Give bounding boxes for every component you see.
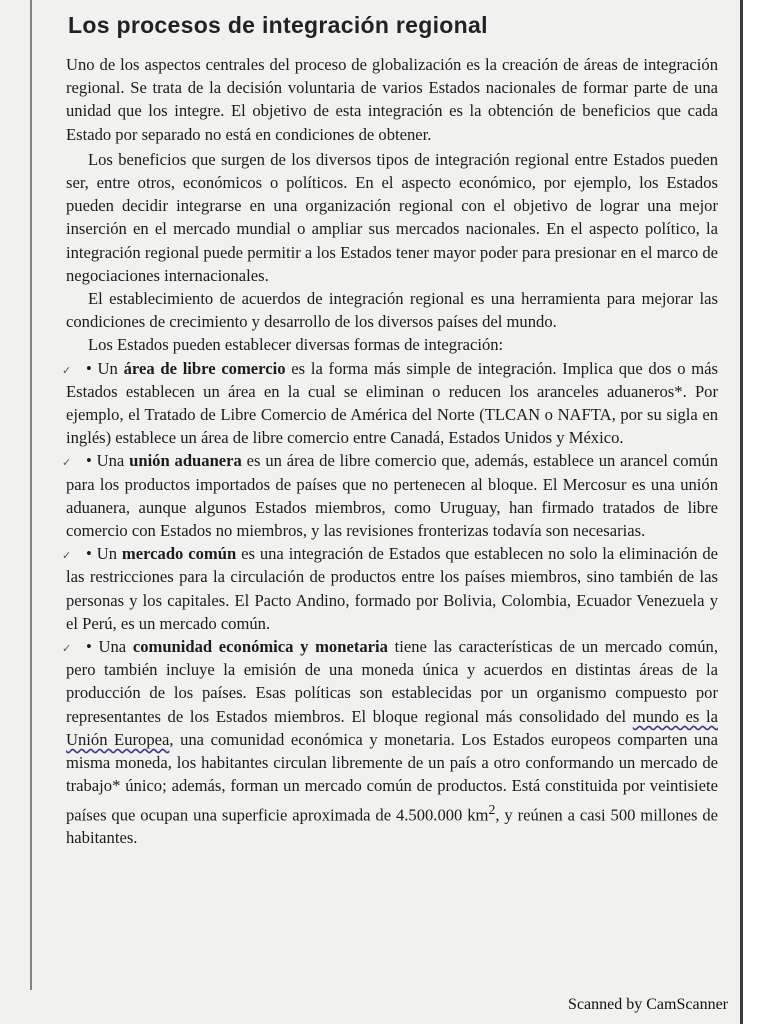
paragraph-benefits: Los beneficios que surgen de los diversos tipos de integración regional entre Estados pueden ser, entre otros, económicos o políticos. En el aspecto económico, por ejemplo, los Estados pueden decidir integrarse en una organización regional con el objetivo de lograr una mejor inserción en el mercado mundial o ampliar sus mercados nacionales. En el aspecto político, la integración regional puede permitir a los Estados tener mayor poder para presionar en el marco de negociaciones internacionales. — [66, 149, 718, 285]
page-title: Los procesos de integración regional — [68, 12, 488, 38]
pencil-check-icon: ✓ — [62, 642, 72, 656]
bullet-term: unión aduanera — [129, 451, 242, 471]
paragraph-forms-intro: Los Estados pueden establecer diversas formas de integración: — [88, 335, 504, 355]
bullet-marker: • Un — [86, 358, 118, 378]
bullet-marker: • Un — [86, 544, 117, 564]
bullet-term: comunidad económica y monetaria — [132, 637, 388, 657]
bullet-term: área de libre comercio — [123, 358, 286, 378]
bullet-free-trade-area — [62, 357, 718, 450]
page-edge-shadow — [30, 0, 32, 990]
bullet-marker: • Una — [86, 451, 125, 471]
bullet-customs-union — [62, 449, 718, 542]
bullet-economic-monetary-community — [62, 635, 718, 849]
handwritten-underline: mundo es la Unión Europea — [66, 706, 718, 749]
bullet-text-continued: , una comunidad económica y monetaria. Los Estados europeos comparten una misma moneda, los habitantes circulan libremente de un país a otro conformando un mercado de trabajo* único; además, forman un mercado común de productos. Está constituida por veintisiete países que ocupan una superficie aproximada de 4.500.000 km — [66, 729, 718, 825]
superscript: 2 — [488, 801, 496, 817]
page-content — [62, 12, 719, 849]
bullet-text: es la forma más simple de integración. Implica que dos o más Estados establecen un área en la cual se eliminan o reducen los aranceles aduaneros*. Por ejemplo, el Tratado de Libre Comercio de América del Norte (TLCAN o NAFTA, por su sigla en inglés) establece un área de libre comercio entre Canadá, Estados Unidos y México. — [66, 358, 718, 448]
bullet-text-end: , y reúnen a casi 500 millones de habitantes. — [66, 805, 718, 848]
scanner-watermark: Scanned by CamScanner — [568, 996, 728, 1013]
bullet-marker: • Una — [86, 637, 127, 657]
bullet-term: mercado común — [121, 544, 237, 564]
pencil-check-icon: ✓ — [62, 363, 72, 377]
pencil-check-icon: ✓ — [62, 549, 72, 563]
bullet-text: tiene las características de un mercado común, pero también incluye la emisión de una moneda única y acuerdos en distintas áreas de la producción de los países. Esas políticas son establecidas por un organismo compuesto por representantes de los Estados miembros. El bloque regional más consolidado del — [66, 637, 718, 726]
bullet-text: es un área de libre comercio que, además, establece un arancel común para los productos importados de países que no pertenecen al bloque. El Mercosur es una unión aduanera, aunque algunos Estados miembros, como Uruguay, han firmado tratados de libre comercio con Estados no miembros, y las revisiones fronterizas todavía son necesarias. — [66, 451, 718, 541]
pencil-check-icon: ✓ — [62, 456, 72, 470]
paragraph-intro: Uno de los aspectos centrales del proceso de globalización es la creación de áreas de integración regional. Se trata de la decisión voluntaria de varios Estados nacionales de formar parte de una unidad que los integre. El objetivo de esta integración es la obtención de beneficios que cada Estado por separado no está en condiciones de obtener. — [66, 55, 718, 144]
bullet-common-market — [62, 542, 719, 635]
paragraph-agreements: El establecimiento de acuerdos de integración regional es una herramienta para mejorar las condiciones de crecimiento y desarrollo de los diversos países del mundo. — [66, 289, 718, 332]
bullet-text: es una integración de Estados que establecen no solo la eliminación de las restricciones para la circulación de productos entre los países miembros, sino también de las personas y los capitales. El Pacto Andino, formado por Bolivia, Colombia, Ecuador Venezuela y el Perú, es un mercado común. — [66, 544, 719, 633]
